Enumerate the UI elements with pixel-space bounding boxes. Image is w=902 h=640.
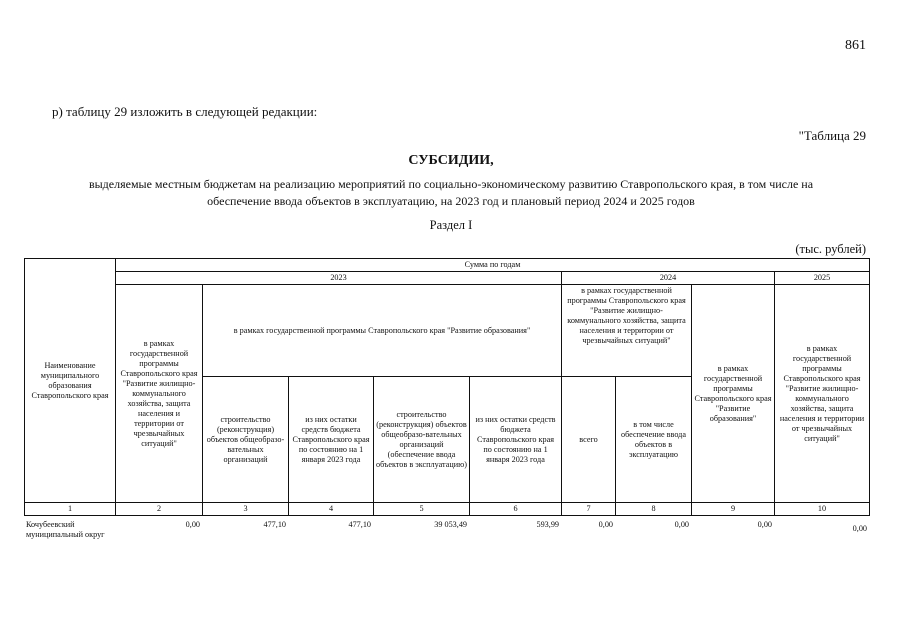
header-housing-program-2023: в рамках государственной программы Ставропольского края "Развитие жилищно-коммунального хозяйства, защита населения и территории от чрезвычайных ситуаций" xyxy=(116,285,203,503)
document-title: СУБСИДИИ, xyxy=(408,153,494,168)
row-value: 477,10 xyxy=(263,520,286,529)
header-housing-program-2025: в рамках государственной программы Ставропольского края "Развитие жилищно-коммунального хозяйства, защита населения и территории от чрезвычайных ситуаций" xyxy=(775,285,870,503)
row-value: 0,00 xyxy=(852,524,867,533)
column-number: 8 xyxy=(616,503,692,516)
document-subtitle xyxy=(30,176,872,210)
section-heading: Раздел I xyxy=(429,218,473,232)
subtitle-line-1: выделяемые местным бюджетам на реализацию мероприятий по социально-экономическому развитию Ставропольского края, в том числе на xyxy=(88,177,814,191)
table-row xyxy=(24,520,869,540)
row-municipality-name: Кочубеевский муниципальный округ xyxy=(26,520,105,539)
row-value: 39 053,49 xyxy=(434,520,467,529)
row-value: 0,00 xyxy=(185,520,200,529)
header-construction-commissioning: строительство (реконструкция) объектов общеобразо-вательных организаций (обеспечение ввода объектов в эксплуатацию) xyxy=(374,377,470,503)
subtitle-line-2: обеспечение ввода объектов в эксплуатацию, на 2023 год и плановый период 2024 и 2025 годов xyxy=(207,194,695,208)
header-remainder-1: из них остатки средств бюджета Ставропольского края по состоянию на 1 января 2023 года xyxy=(289,377,374,503)
header-year-2024: 2024 xyxy=(562,272,775,285)
header-remainder-2: из них остатки средств бюджета Ставропольского края по состоянию на 1 января 2023 года xyxy=(470,377,562,503)
header-incl-commissioning: в том числе обеспечение ввода объектов в эксплуатацию xyxy=(616,377,692,503)
units-label: (тыс. рублей) xyxy=(795,242,866,256)
header-year-2025: 2025 xyxy=(775,272,870,285)
row-value: 477,10 xyxy=(348,520,371,529)
column-number: 1 xyxy=(25,503,116,516)
row-value: 0,00 xyxy=(757,520,772,529)
header-housing-program-2024: в рамках государственной программы Ставропольского края "Развитие жилищно-коммунального хозяйства, защита населения и территории от чрезвычайных ситуаций" xyxy=(562,285,692,377)
subsidies-header-table xyxy=(24,258,870,516)
column-number: 3 xyxy=(203,503,289,516)
subsidies-data-table xyxy=(24,520,869,540)
header-education-program-2023: в рамках государственной программы Ставропольского края "Развитие образования" xyxy=(203,285,562,377)
instruction-text: р) таблицу 29 изложить в следующей редакции: xyxy=(52,104,318,119)
row-value: 0,00 xyxy=(674,520,689,529)
page-number: 861 xyxy=(845,38,866,53)
header-year-2023: 2023 xyxy=(116,272,562,285)
header-education-program-2024: в рамках государственной программы Ставропольского края "Развитие образования" xyxy=(692,285,775,503)
column-number: 2 xyxy=(116,503,203,516)
row-value: 593,99 xyxy=(536,520,559,529)
column-number: 5 xyxy=(374,503,470,516)
column-number: 6 xyxy=(470,503,562,516)
header-sum-by-years: Сумма по годам xyxy=(116,259,870,272)
header-total: всего xyxy=(562,377,616,503)
column-number: 7 xyxy=(562,503,616,516)
column-number: 10 xyxy=(775,503,870,516)
table-reference: "Таблица 29 xyxy=(798,128,866,143)
header-construction: строительство (реконструкция) объектов общеобразо-вательных организаций xyxy=(203,377,289,503)
column-number: 9 xyxy=(692,503,775,516)
header-name-column: Наименование муниципального образования Ставропольского края xyxy=(25,259,116,503)
column-number: 4 xyxy=(289,503,374,516)
row-value: 0,00 xyxy=(598,520,613,529)
